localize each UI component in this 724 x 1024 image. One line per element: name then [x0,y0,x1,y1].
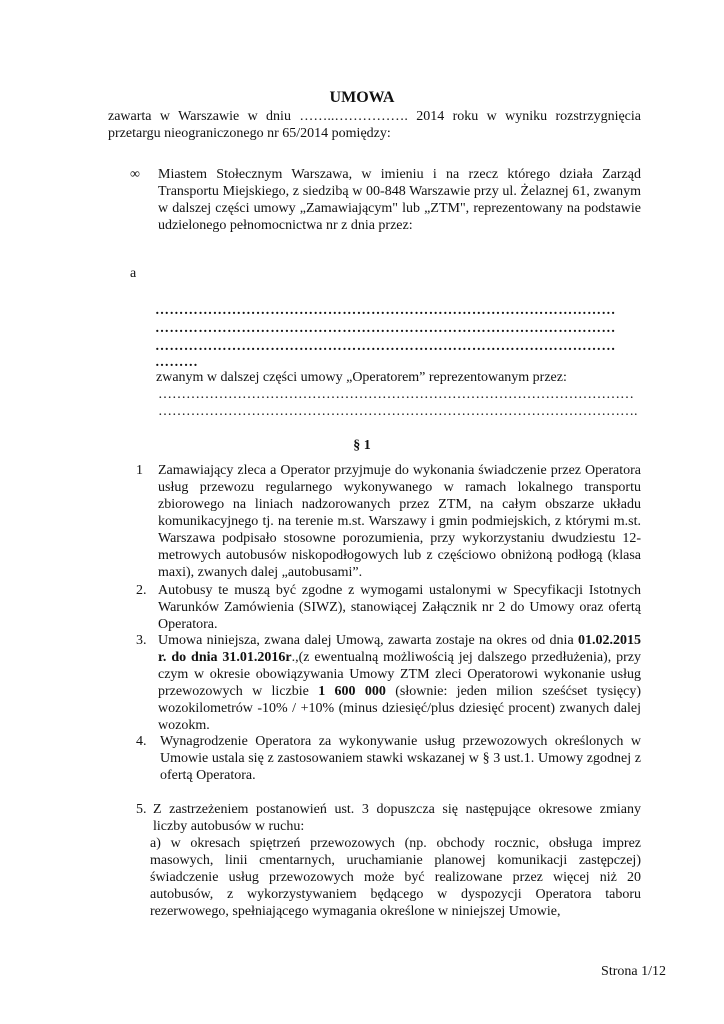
operator-paragraph: zwanym w dalszej części umowy „Operatorem” reprezentowanym przez: [156,370,567,385]
item-3-date-range: 01.02.2015 r. do dnia 31.01.2016r [158,633,641,665]
document-title: UMOWA [329,89,395,106]
item-3-km-count: 1 600 000 [318,684,386,699]
item-5-sub-a: a) w okresach spiętrzeń przewozowych (np. obchody rocznic, obsługa imprez masowych, linii cmentarnych, uruchamianie planowej komunikacji zastępczej) świadczenie usług przewozowych może być realizowane przez więcej niż 20 autobusów, z wykorzystywaniem będącego w dyspozycji Operatora taboru rezerwowego, spełniającego wymagania określone w niniejszej Umowie, [150,836,641,919]
party1-paragraph: Miastem Stołecznym Warszawa, w imieniu i na rzecz którego działa Zarząd Transportu Miejskiego, z siedzibą w 00-848 Warszawie przy ul. Żelaznej 61, zwanym w dalszej części umowy „Zamawiającym" lub „ZTM", reprezentowany na podstawie udzielonego pełnomocnictwa nr z dnia przez: [158,167,641,233]
operator-dots-line-1: …………………………………………………………………………………… [155,303,616,318]
item-number: 1 [136,463,143,478]
intro-paragraph: zawarta w Warszawie w dniu ……..……………. 2014 roku w wyniku rozstrzygnięcia przetargu nieograniczonego nr 65/2014 pomiędzy: [108,109,641,141]
item-3-text [158,632,641,734]
and-word: a [130,266,137,281]
item-5-text: Z zastrzeżeniem postanowień ust. 3 dopuszcza się następujące okresowe zmiany liczby autobusów w ruchu: [153,802,641,834]
section-heading: § 1 [353,438,371,453]
representative-dots-line-2: …………………………………………………………………………………………. [158,404,638,419]
item-1-text: Zamawiający zleca a Operator przyjmuje do wykonania świadczenie przez Operatora usług przewozu regularnego wykonywanego w ramach lokalnego transportu zbiorowego na liniach nadzorowanych przez ZTM, na całym obszarze układu komunikacyjnego tj. na terenie m.st. Warszawy i gmin podmiejskich, z którymi m.st. Warszawa podpisało stosowne porozumienia, przy wykorzystaniu dwudziestu 12-metrowych autobusów niskopodłogowych lub z częściowo obniżoną podłogą (klasa maxi), zwanych dalej „autobusami”. [158,463,641,580]
operator-dots-line-3: …………………………………………………………………………………… [155,339,616,354]
item-3-text-part: (słownie: jeden milion sześćset tysięcy) wozokilometrów -10% / +10% (minus dziesięć/plus dziesięć procent) zwanych dalej wozokm. [158,684,641,733]
item-2-text: Autobusy te muszą być zgodne z wymogami ustalonymi w Specyfikacji Istotnych Warunków Zamówienia (SIWZ), stanowiącej Załącznik nr 2 do Umowy oraz ofertą Operatora. [158,583,641,632]
representative-dots-line-1: ………………………………………………………………………………………… [158,387,634,402]
infinity-bullet-icon: ∞ [130,167,140,182]
page-number-footer: Strona 1/12 [601,964,666,979]
item-3-text-part: Umowa niniejsza, zwana dalej Umową, zawarta zostaje na okres od dnia [158,633,578,648]
item-number: 4. [136,734,147,749]
operator-dots-line-2: …………………………………………………………………………………… [155,321,616,336]
item-3-text-part: .,(z ewentualną możliwością jej dalszego przedłużenia), przy czym w okresie obowiązywania Umowy ZTM zleci Operatorowi wykonanie usług przewozowych w liczbie [158,650,641,699]
operator-dots-line-4: ……… [155,355,199,370]
item-number: 5. [136,802,147,817]
item-number: 2. [136,583,147,598]
item-4-text: Wynagrodzenie Operatora za wykonywanie usług przewozowych określonych w Umowie ustala się z zastosowaniem stawki wskazanej w § 3 ust.1. Umowy zgodnej z ofertą Operatora. [160,734,641,783]
item-number: 3. [136,633,147,648]
